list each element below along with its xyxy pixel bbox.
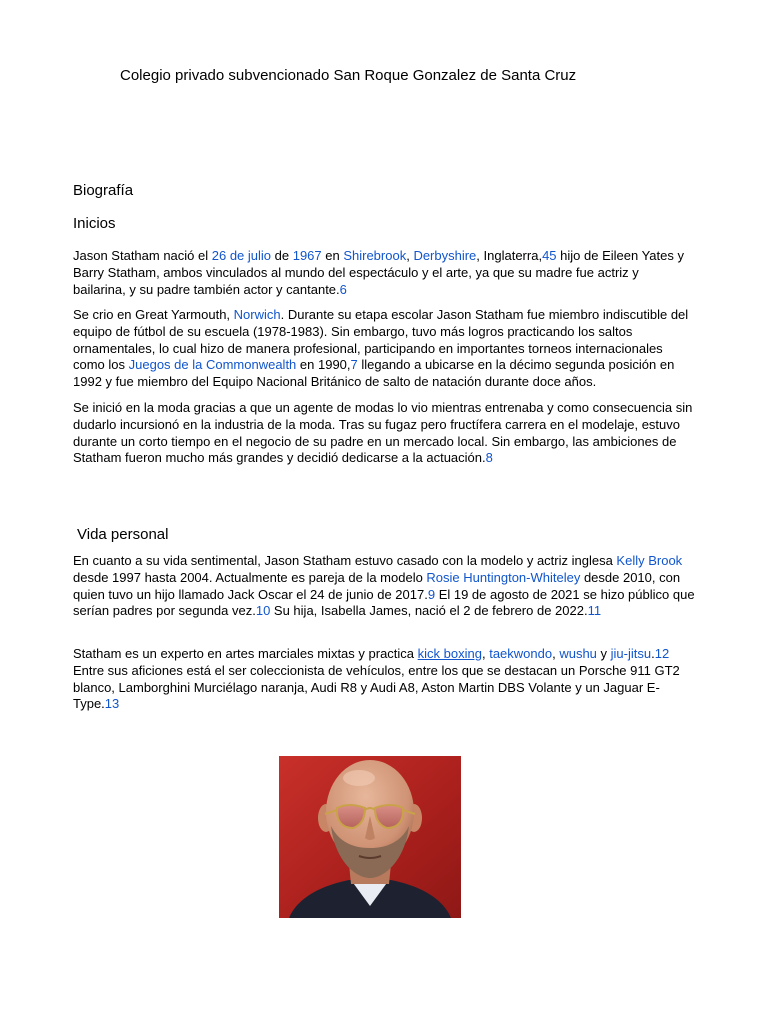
portrait-illustration [279, 756, 461, 918]
portrait-photo [279, 756, 461, 918]
footnote-12[interactable]: 12 [654, 646, 670, 661]
link-rosie-huntington-whiteley[interactable]: Rosie Huntington-Whiteley [426, 569, 581, 585]
text: El 19 de agosto de 2021 se hizo público que serían padres por segunda vez. [73, 586, 695, 619]
link-commonwealth-games[interactable]: Juegos de la Commonwealth [128, 357, 297, 373]
footnote-6[interactable]: 6 [339, 281, 347, 297]
link-jiu-jitsu[interactable]: jiu-jitsu [610, 646, 652, 661]
link-norwich[interactable]: Norwich [233, 307, 281, 322]
footnote-7[interactable]: 7 [350, 357, 358, 373]
text: , Inglaterra, [476, 248, 543, 263]
footnote-9[interactable]: 9 [427, 586, 436, 602]
link-shirebrook[interactable]: Shirebrook [343, 248, 407, 263]
text: desde 1997 hasta 2004. Actualmente es pareja de la modelo [73, 569, 427, 585]
text: Se inició en la moda gracias a que un agente de modas lo vio mientras entrenaba y como consecuencia sin dudarlo incursionó en la industria de la moda. Tras su fugaz pero fructífera carrera en el modelaje, estuvo durante un corto tiempo en el negocio de su padre en un mercado local. Sin embargo, las ambiciones de Statham fueron mucho más grandes y decidió dedicarse a la actuación. [73, 400, 693, 466]
heading-vida-personal: Vida personal [77, 526, 169, 543]
text: , [552, 646, 560, 661]
paragraph-modeling [73, 400, 695, 467]
text: Jason Statham nació el [73, 248, 212, 263]
footnote-45[interactable]: 45 [542, 248, 557, 263]
text: y [596, 646, 611, 661]
paragraph-early-life [73, 307, 695, 391]
text: desde 2010, con quien tuvo un hijo llamado Jack Oscar el 24 de junio de 2017. [73, 569, 681, 602]
link-birth-year[interactable]: 1967 [292, 248, 322, 263]
text: , [481, 646, 490, 661]
link-kick-boxing[interactable]: kick boxing [417, 646, 482, 661]
link-kelly-brook[interactable]: Kelly Brook [616, 553, 683, 568]
text: En cuanto a su vida sentimental, Jason Statham estuvo casado con la modelo y actriz inglesa [73, 553, 617, 568]
footnote-13[interactable]: 13 [104, 696, 120, 712]
text: Statham es un experto en artes marciales mixtas y practica [73, 646, 418, 661]
text: hijo de Eileen Yates y Barry Statham, ambos vinculados al mundo del espectáculo y el arte, ya que su madre fue actriz y bailarina, y su padre también actor y cantante. [73, 248, 684, 297]
text: . Durante su etapa escolar Jason Statham fue miembro indiscutible del equipo de fútbol de su escuela (1978-1983). Sin embargo, tuvo más logros practicando los saltos ornamentales, lo cual hizo de manera profesional, participando en importantes torneos internacionales como los [73, 307, 689, 373]
footnote-8[interactable]: 8 [485, 450, 493, 466]
text: Se crio en Great Yarmouth, [73, 307, 234, 322]
footnote-10[interactable]: 10 [255, 603, 271, 619]
text: de [271, 248, 293, 263]
text: Su hija, Isabella James, nació el 2 de febrero de 2022. [270, 603, 588, 619]
heading-biografia: Biografía [73, 182, 134, 199]
text: en 1990, [296, 357, 351, 373]
paragraph-hobbies [73, 646, 695, 713]
link-wushu[interactable]: wushu [559, 646, 597, 661]
paragraph-birth [73, 248, 695, 298]
text: Entre sus aficiones está el ser coleccionista de vehículos, entre los que se destacan un Porsche 911 GT2 blanco, Lamborghini Murciélago naranja, Audi R8 y Audi A8, Aston Martin DBS Volante y un Jaguar E-Type. [73, 662, 680, 712]
paragraph-relationships [73, 553, 695, 620]
link-derbyshire[interactable]: Derbyshire [413, 248, 477, 263]
text: llegando a ubicarse en la décimo segunda posición en 1992 y fue miembro del Equipo Nacional Británico de salto de natación durante doce años. [73, 357, 675, 390]
text: . [651, 646, 655, 661]
school-header: Colegio privado subvencionado San Roque Gonzalez de Santa Cruz [120, 67, 577, 84]
text: en [321, 248, 344, 263]
heading-inicios: Inicios [73, 215, 116, 232]
text: , [406, 248, 414, 263]
link-taekwondo[interactable]: taekwondo [489, 646, 553, 661]
footnote-11[interactable]: 11 [587, 603, 602, 619]
link-birth-date[interactable]: 26 de julio [211, 248, 272, 263]
